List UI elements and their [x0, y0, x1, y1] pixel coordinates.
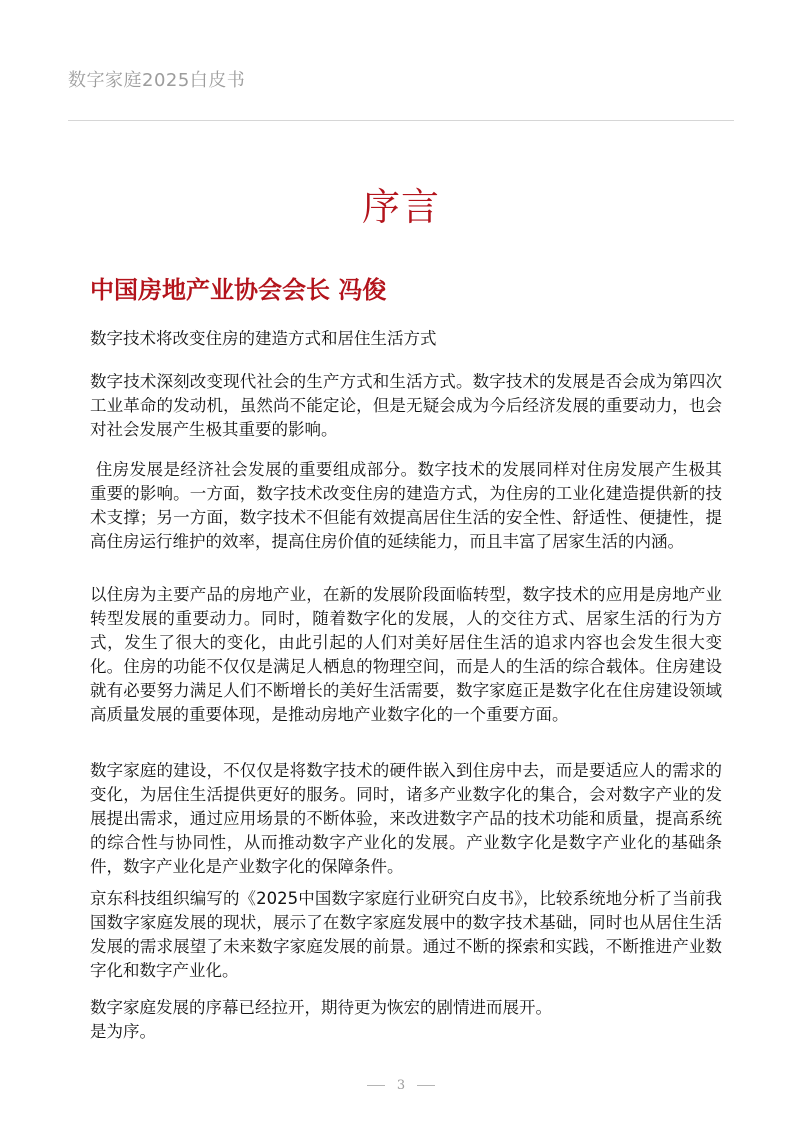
paragraph-3: 以住房为主要产品的房地产业，在新的发展阶段面临转型，数字技术的应用是房地产业转型发展的重要动力。同时，随着数字化的发展，人的交往方式、居家生活的行为方式，发生了很大的变化，由此引起的人们对美好居住生活的追求内容也会发生很大变化。住房的功能不仅仅是满足人栖息的物理空间，而是人的生活的综合载体。住房建设就有必要努力满足人们不断增长的美好生活需要，数字家庭正是数字化在住房建设领域高质量发展的重要体现，是推动房地产业数字化的一个重要方面。 — [90, 585, 722, 724]
author-heading: 中国房地产业协会会长 冯俊 — [90, 276, 387, 304]
header-divider — [68, 120, 734, 121]
paragraph-5: 京东科技组织编写的《2025中国数字家庭行业研究白皮书》，比较系统地分析了当前我国数字家庭发展的现状，展示了在数字家庭发展中的数字技术基础，同时也从居住生活发展的需求展望了未来数字家庭发展的前景。通过不断的探索和实践，不断推进产业数字化和数字产业化。 — [90, 889, 722, 980]
paragraph-6: 数字家庭发展的序幕已经拉开，期待更为恢宏的剧情进而展开。 是为序。 — [90, 998, 552, 1041]
document-header-title: 数字家庭2025白皮书 — [68, 70, 246, 91]
page-number: 3 — [396, 1078, 406, 1093]
footer-dash-left — [367, 1085, 385, 1086]
page-title: 序言 — [361, 185, 440, 229]
footer-dash-right — [417, 1085, 435, 1086]
subtitle: 数字技术将改变住房的建造方式和居住生活方式 — [90, 329, 437, 348]
page-footer — [0, 1078, 802, 1093]
paragraph-1: 数字技术深刻改变现代社会的生产方式和生活方式。数字技术的发展是否会成为第四次工业革命的发动机，虽然尚不能定论，但是无疑会成为今后经济发展的重要动力，也会对社会发展产生极其重要的影响。 — [90, 372, 722, 439]
paragraph-2: 住房发展是经济社会发展的重要组成部分。数字技术的发展同样对住房发展产生极其重要的影响。一方面，数字技术改变住房的建造方式，为住房的工业化建造提供新的技术支撑；另一方面，数字技术不但能有效提高居住生活的安全性、舒适性、便捷性，提高住房运行维护的效率，提高住房价值的延续能力，而且丰富了居家生活的内涵。 — [90, 460, 722, 551]
paragraph-4: 数字家庭的建设，不仅仅是将数字技术的硬件嵌入到住房中去，而是要适应人的需求的变化，为居住生活提供更好的服务。同时，诸多产业数字化的集合，会对数字产业的发展提出需求，通过应用场景的不断体验，来改进数字产品的技术功能和质量，提高系统的综合性与协同性，从而推动数字产业化的发展。产业数字化是数字产业化的基础条件，数字产业化是产业数字化的保障条件。 — [90, 761, 722, 876]
